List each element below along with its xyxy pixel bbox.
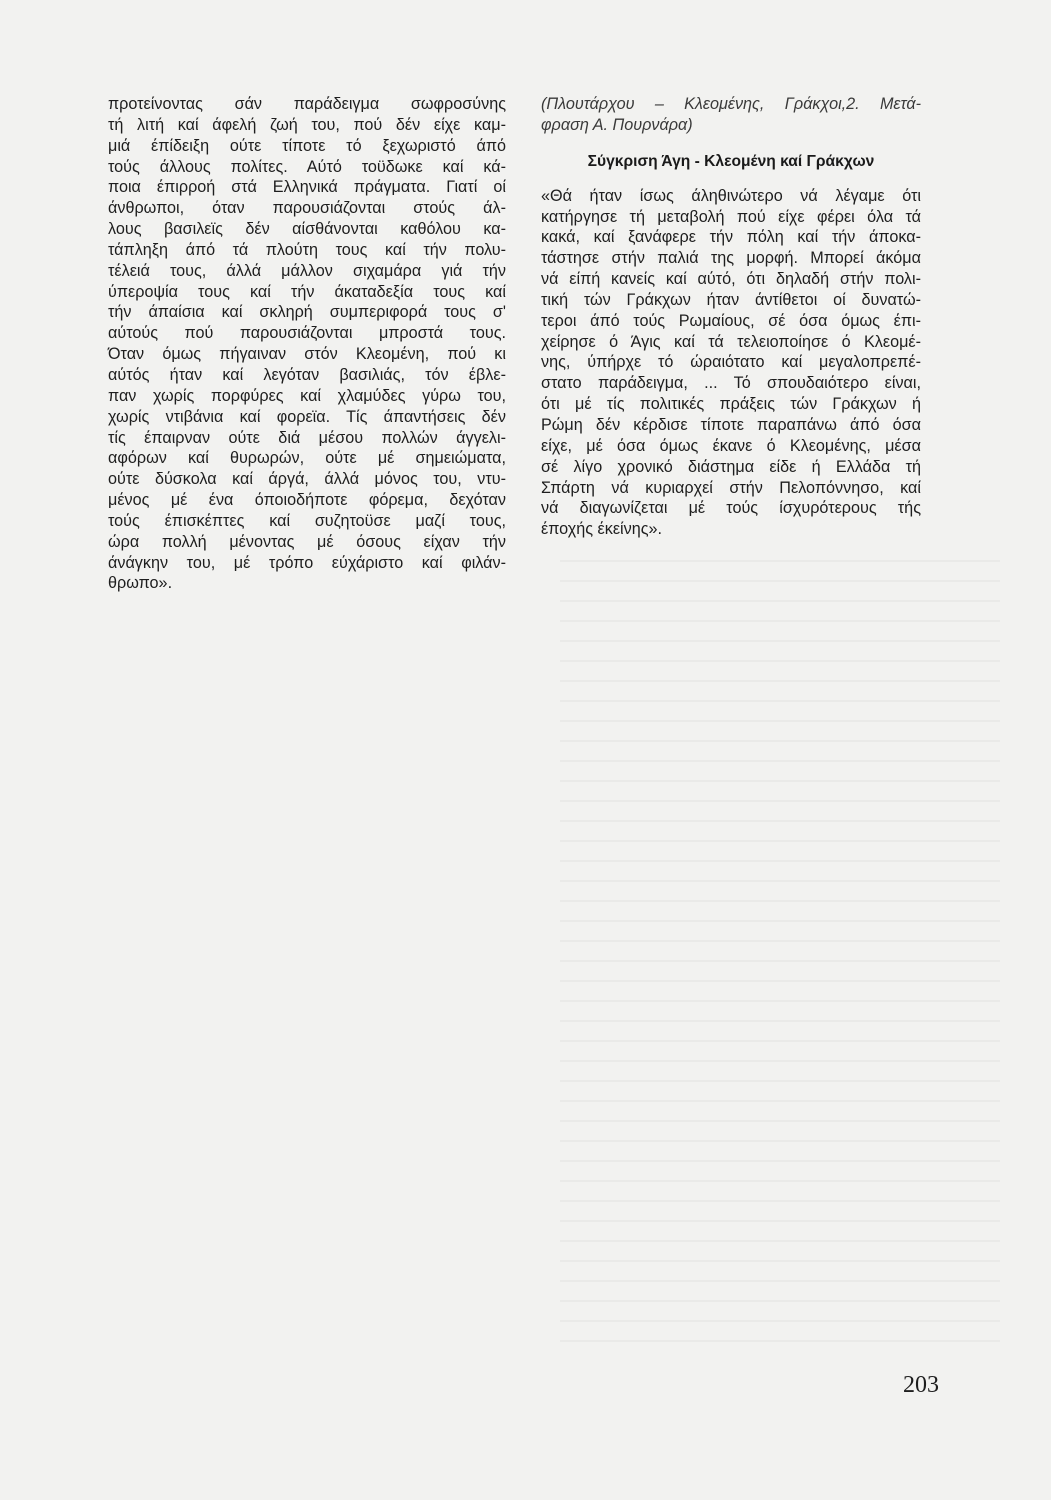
- text-line: άνθρωποι, όταν παρουσιάζονται στούς άλ-: [108, 199, 506, 218]
- text-line: σέ λίγο χρονικό διάστημα είδε ή Ελλάδα τή: [541, 457, 921, 476]
- text-line: αύτός ήταν καί λεγόταν βασιλιάς, τόν έβλε-: [108, 365, 506, 384]
- text-line: προτείνοντας σάν παράδειγμα σωφροσύνης: [108, 95, 506, 113]
- text-line: χείρησε ό Άγις καί τά τελειοποίησε ό Κλεομέ-: [541, 332, 921, 351]
- text-line: ποια έπιρροή στά Ελληνικά πράγματα. Γιατί οί: [108, 178, 506, 197]
- text-line: αύτούς πού παρουσιάζονται μπροστά τους.: [108, 324, 506, 343]
- page-number: 203: [903, 1372, 939, 1398]
- text-line: κατήργησε τή μεταβολή πού είχε φέρει όλα τά: [541, 207, 921, 226]
- text-line: τική τών Γράκχων ήταν άντίθετοι οί δυνατώ-: [541, 290, 921, 309]
- section-heading: Σύγκριση Άγη - Κλεομένη καί Γράκχων: [587, 152, 875, 170]
- text-line: τάπληξη άπό τά πλούτη τους καί τήν πολυ-: [108, 240, 506, 259]
- text-line: άνάγκην του, μέ τρόπο εύχάριστο καί φιλάν-: [108, 553, 506, 572]
- left-column: [108, 94, 506, 594]
- right-paragraph: [541, 186, 921, 540]
- text-line: Όταν όμως πήγαιναν στόν Κλεομένη, πού κι: [108, 345, 506, 364]
- show-through-texture: [560, 560, 1000, 1360]
- text-line: Ρώμη δέν κέρδισε τίποτε παραπάνω άπό όσα: [541, 415, 921, 434]
- text-line: νης, ύπήρχε τό ώραιότατο καί μεγαλοπρεπέ-: [541, 353, 921, 372]
- text-line: τήν άπαίσια καί σκληρή συμπεριφορά τους σ': [108, 303, 506, 322]
- text-line: τάστησε στήν παλιά της μορφή. Μπορεί άκόμα: [541, 249, 921, 268]
- text-line: ούτε δύσκολα καί άργά, άλλά μόνος του, ντυ-: [108, 470, 506, 489]
- citation-line: φραση Α. Πουρνάρα): [541, 115, 693, 134]
- text-line: στατο παράδειγμα, ... Τό σπουδαιότερο είναι,: [541, 374, 921, 393]
- text-line: έποχής έκείνης».: [541, 520, 663, 539]
- citation-line: (Πλουτάρχου – Κλεομένης, Γράκχοι,2. Μετά-: [541, 95, 921, 113]
- text-line: τέλειά τους, άλλά μάλλον σιχαμάρα γιά τήν: [108, 261, 506, 280]
- text-line: «Θά ήταν ίσως άληθινώτερο νά λέγαμε ότι: [541, 186, 921, 205]
- text-line: ύπεροψία τους καί τήν άκαταδεξία τους καί: [108, 282, 506, 301]
- text-line: ώρα πολλή μένοντας μέ όσους είχαν τήν: [108, 532, 506, 551]
- text-line: ότι μέ τίς πολιτικές πράξεις τών Γράκχων ή: [541, 395, 921, 414]
- citation: [541, 94, 921, 136]
- text-line: τούς έπισκέπτες καί συζητοϋσε μαζί τους,: [108, 511, 506, 530]
- text-line: θρωπο».: [108, 574, 173, 593]
- right-column: [541, 94, 921, 540]
- text-line: μιά έπίδειξη ούτε τίποτε τό ξεχωριστό άπό: [108, 136, 506, 155]
- text-line: τεροι άπό τούς Ρωμαίους, σέ όσα όμως έπι-: [541, 311, 921, 330]
- text-line: τή λιτή καί άφελή ζωή του, πού δέν είχε καμ-: [108, 115, 506, 134]
- left-paragraph: [108, 94, 506, 594]
- text-line: λους βασιλεϊς δέν αίσθάνονται καθόλου κα-: [108, 220, 506, 239]
- text-line: παν χωρίς πορφύρες καί χλαμύδες γύρω του,: [108, 386, 506, 405]
- text-line: είχε, μέ όσα όμως έκανε ό Κλεομένης, μέσα: [541, 436, 921, 455]
- text-line: τίς έπαιρναν ούτε διά μέσου πολλών άγγελι-: [108, 428, 506, 447]
- text-line: μένος μέ ένα όποιοδήποτε φόρεμα, δεχόταν: [108, 491, 506, 510]
- text-line: κακά, καί ξανάφερε τήν πόλη καί τήν άποκα-: [541, 228, 921, 247]
- text-line: Σπάρτη νά κυριαρχεί στήν Πελοπόννησο, καί: [541, 478, 921, 497]
- text-line: νά είπή κανείς καί αύτό, ότι δηλαδή στήν πολι-: [541, 270, 921, 289]
- text-line: νά διαγωνίζεται μέ τούς ίσχυρότερους τής: [541, 499, 921, 518]
- text-line: τούς άλλους πολίτες. Αύτό τοϋδωκε καί κά-: [108, 157, 506, 176]
- text-line: αφόρων καί θυρωρών, ούτε μέ σημειώματα,: [108, 449, 506, 468]
- text-line: χωρίς ντιβάνια καί φορεϊα. Τίς άπαντήσεις δέν: [108, 407, 506, 426]
